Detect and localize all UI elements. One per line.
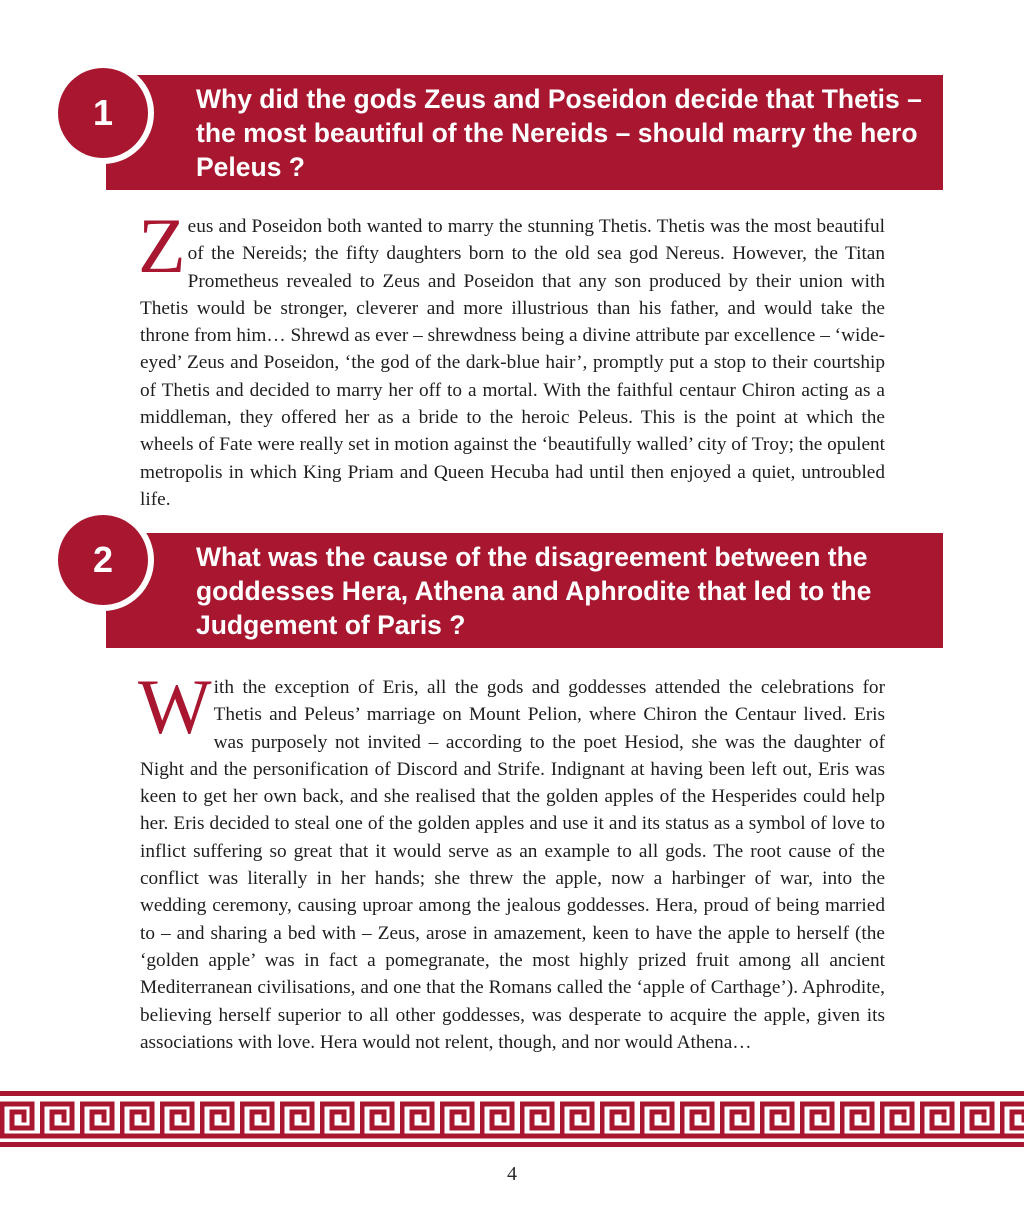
drop-cap-2: W: [138, 663, 212, 750]
greek-key-border-icon: [0, 1090, 1024, 1148]
answer-paragraph-1: [138, 202, 886, 513]
answer-paragraph-2: [138, 663, 885, 1056]
page-number: 4: [507, 1163, 517, 1185]
question-heading-1: Why did the gods Zeus and Poseidon decide that Thetis – the most beautiful of the Nereids – should marry the hero Peleus ?: [196, 84, 922, 182]
question-number-badge-2: 2: [58, 515, 148, 605]
question-banner-1: [106, 75, 943, 190]
question-banner-2: [106, 533, 943, 648]
answer-text-1: eus and Poseidon both wanted to marry the stunning Thetis. Thetis was the most beautiful of the Nereids; the fifty daughters born to the old sea god Nereus. However, the Titan Prometheus revealed to Zeus and Poseidon that any son produced by their union with Thetis would be stronger, cleverer and more illustrious than his father, and would take the throne from him… Shrewd as ever – shrewdness being a divine attribute par excellence – ‘wide-eyed’ Zeus and Poseidon, ‘the god of the dark-blue hair’, promptly put a stop to their courtship of Thetis and decided to marry her off to a mortal. With the faithful centaur Chiron acting as a middleman, they offered her as a bride to the heroic Peleus. This is the point at which the wheels of Fate were really set in motion against the ‘beautifully walled’ city of Troy; the opulent metropolis in which King Priam and Queen Hecuba had until then enjoyed a quiet, untroubled life.: [140, 216, 886, 510]
drop-cap-1: Z: [138, 202, 186, 289]
question-heading-2: What was the cause of the disagreement between the goddesses Hera, Athena and Aphrodite that led to the Judgement of Paris ?: [196, 542, 872, 640]
answer-text-2: ith the exception of Eris, all the gods and goddesses attended the celebrations for Thetis and Peleus’ marriage on Mount Pelion, where Chiron the Centaur lived. Eris was purposely not invited – according to the poet Hesiod, she was the daughter of Night and the personification of Discord and Strife. Indignant at having been left out, Eris was keen to get her own back, and she realised that the golden apples of the Hesperides could help her. Eris decided to steal one of the golden apples and use it and its status as a symbol of love to inflict suffering so great that it would serve as an example to all gods. The root cause of the conflict was literally in her hands; she threw the apple, now a harbinger of war, into the wedding ceremony, causing uproar among the jealous goddesses. Hera, proud of being married to – and sharing a bed with – Zeus, arose in amazement, keen to have the apple to herself (the ‘golden apple’ was in fact a pomegranate, the most highly prized fruit among all ancient Mediterranean civilisations, and one that the Romans called the ‘apple of Carthage’). Aphrodite, believing herself superior to all other goddesses, was desperate to acquire the apple, given its associations with love. Hera would not relent, though, and nor would Athena…: [140, 677, 885, 1053]
question-number-badge-1: 1: [58, 68, 148, 158]
